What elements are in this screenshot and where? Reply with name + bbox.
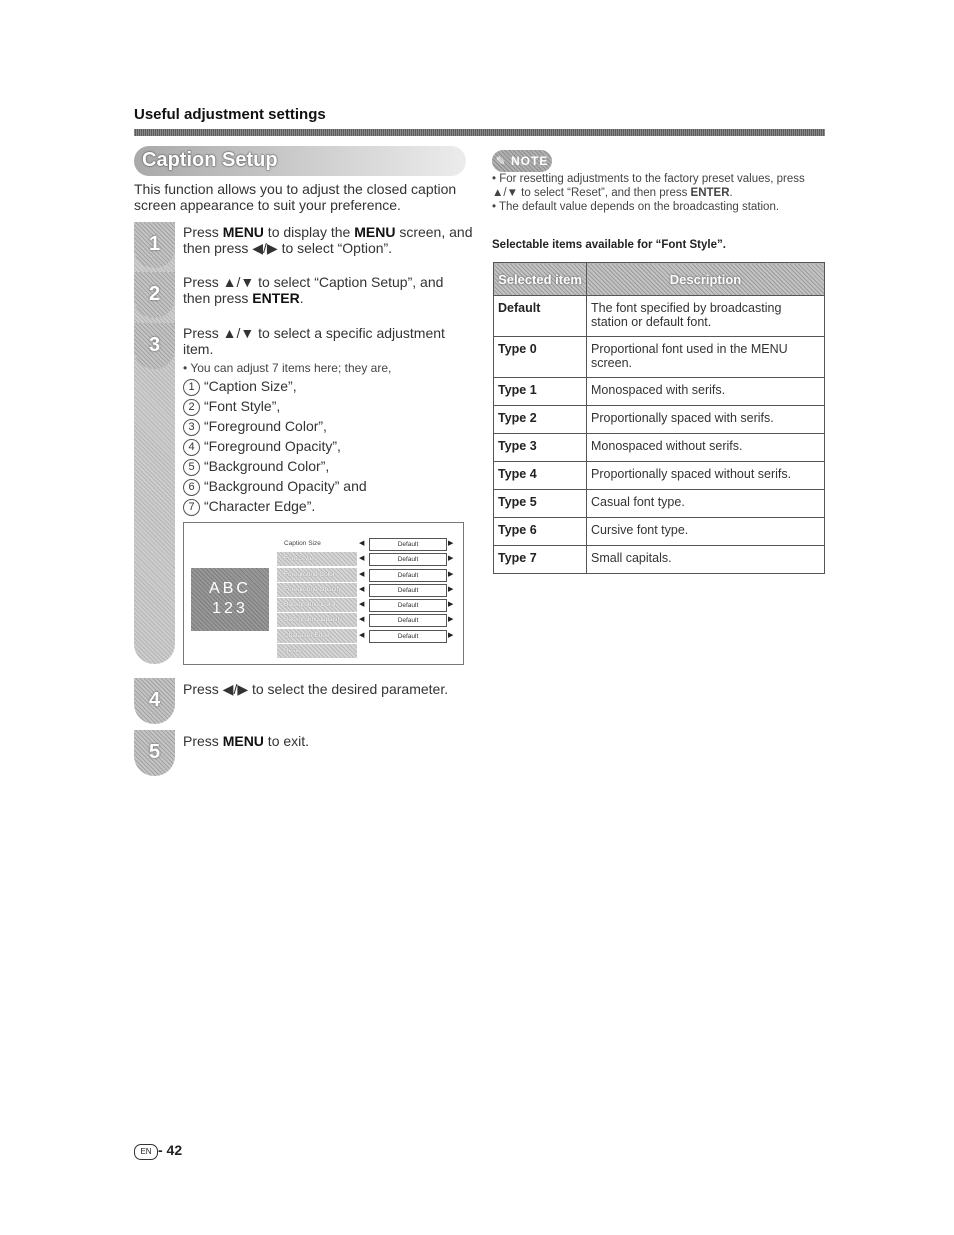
table-row: Default The font specified by broadcasting station or default font. [494,296,825,337]
menu-row-character-edge[interactable]: Character Edge ◀ Default ▶ [277,629,457,644]
caption-preview: ABC 123 [191,568,269,631]
caption-setup-banner [134,146,466,176]
table-row: Type 5 Casual font type. [494,490,825,518]
caption-menu [277,537,457,659]
step-badge-1: 1 [134,222,175,268]
table-row: Type 6 Cursive font type. [494,518,825,546]
adjust-item-4: 4 “Foreground Opacity”, [183,438,341,456]
menu-row-foreground-opacity[interactable]: Foreground Opacity ◀ Default ▶ [277,583,457,598]
note-bullet-2: • The default value depends on the broadcasting station. [492,201,780,213]
adjust-item-7: 7 “Character Edge”. [183,498,315,516]
menu-row-background-opacity[interactable]: Background Opacity ◀ Default ▶ [277,613,457,628]
step-5-text: Press MENU to exit. [183,733,310,749]
adjust-item-5: 5 “Background Color”, [183,458,329,476]
intro-text: This function allows you to adjust the closed caption screen appearance to suit your preference. [134,181,457,213]
table-row: Type 0 Proportional font used in the MENU screen. [494,337,825,378]
step-4-text: Press ◀/▶ to select the desired parameter. [183,681,449,697]
menu-row-reset[interactable]: Reset [277,644,457,659]
table-row: Type 7 Small capitals. [494,546,825,574]
col-description: Description [587,263,825,296]
col-selected-item: Selected item [494,263,587,296]
step-3-text: Press ▲/▼ to select a specific adjustment item. [183,325,445,357]
table-row: Type 3 Monospaced without serifs. [494,434,825,462]
table-row: Type 4 Proportionally spaced without serifs. [494,462,825,490]
caption-setup-screen [183,522,464,665]
adjust-item-3: 3 “Foreground Color”, [183,418,327,436]
language-mark: EN [134,1144,158,1160]
step-1-text: Press MENU to display the MENU screen, and then press ◀/▶ to select “Option”. [183,224,473,256]
page-number: EN - 42 [134,1142,182,1160]
note-bullet-1: • For resetting adjustments to the factory preset values, press ▲/▼ to select “Reset”, and then press ENTER. [492,173,805,199]
step-2-text: Press ▲/▼ to select “Caption Setup”, and then press ENTER. [183,274,444,306]
step-badge-3: 3 [134,323,175,369]
step-3-bullet: • You can adjust 7 items here; they are, [183,361,392,375]
menu-row-background-color[interactable]: Background Color ◀ Default ▶ [277,598,457,613]
table-row: Type 1 Monospaced with serifs. [494,378,825,406]
adjust-item-6: 6 “Background Opacity” and [183,478,367,496]
font-style-table-heading: Selectable items available for “Font Style”. [492,239,726,251]
adjust-item-2: 2 “Font Style”, [183,398,280,416]
header-rule [134,129,825,136]
menu-row-foreground-color[interactable]: Foreground Color ◀ Default ▶ [277,568,457,583]
note-badge: ✎ NOTE [492,150,552,172]
menu-row-font-style[interactable]: Font Style ◀ Default ▶ [277,552,457,567]
step-badge-2: 2 [134,272,175,318]
menu-row-caption-size[interactable]: Caption Size ◀ Default ▶ [277,537,457,552]
table-row: Type 2 Proportionally spaced with serifs. [494,406,825,434]
section-header: Useful adjustment settings [134,106,326,123]
caption-setup-title: Caption Setup [142,149,278,171]
adjust-item-1: 1 “Caption Size”, [183,378,297,396]
step-badge-5: 5 [134,730,175,776]
step-badge-4: 4 [134,678,175,724]
font-style-table [493,262,825,574]
